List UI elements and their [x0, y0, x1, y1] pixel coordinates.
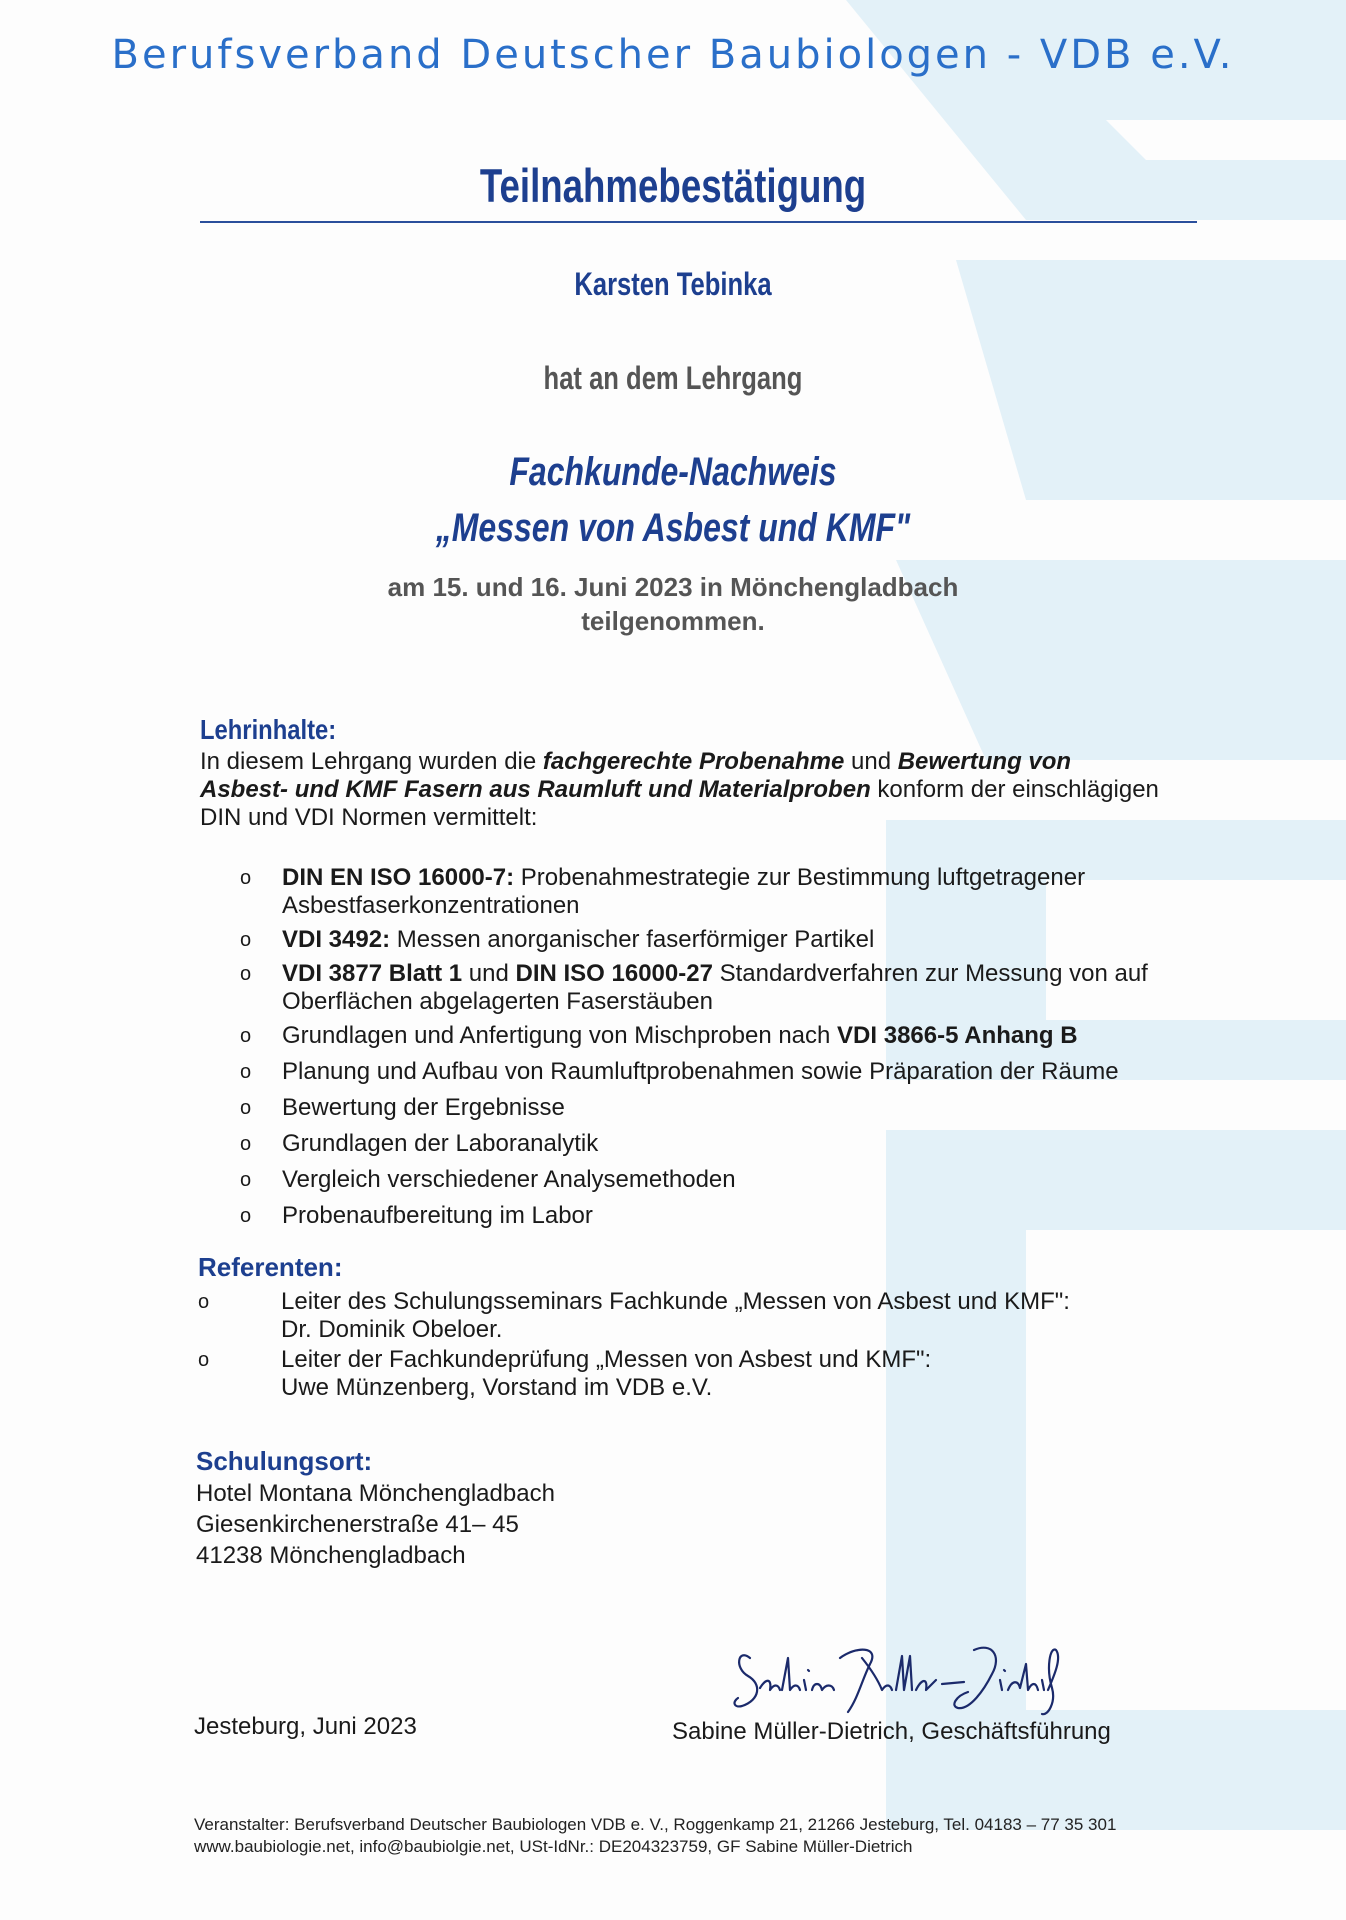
topic-item [240, 864, 1200, 920]
referent-item [198, 1346, 1198, 1402]
topic-text: Probenahmestrategie zur Bestimmung luftgetragener Asbestfaserkonzentrationen [282, 864, 1086, 919]
bullet-icon: o [240, 1133, 252, 1155]
topic-text: und [462, 960, 516, 987]
para-emphasis: fachgerechte Probenahme [542, 748, 845, 775]
topic-text: Standardverfahren zur Messung von auf Oberflächen abgelagerten Faserstäuben [282, 960, 1148, 1015]
bullet-icon: o [240, 1025, 252, 1047]
schulungsort-heading: Schulungsort: [196, 1446, 373, 1476]
handwritten-signature [730, 1628, 1070, 1718]
topic-bold: VDI 3866-5 Anhang B [837, 1022, 1078, 1049]
lehrinhalte-paragraph [200, 748, 1160, 832]
bullet-icon: o [240, 929, 252, 951]
issue-place-date: Jesteburg, Juni 2023 [194, 1713, 417, 1740]
para-text: In diesem Lehrgang wurden die [200, 748, 543, 775]
title-underline [200, 221, 1197, 223]
footer [194, 1814, 1116, 1858]
topic-bold: VDI 3492: [282, 926, 391, 953]
topic-text: Messen anorganischer faserförmiger Partikel [390, 926, 875, 953]
topic-item [240, 1022, 1200, 1050]
bullet-icon: o [240, 1061, 252, 1083]
topic-item [240, 926, 1200, 954]
para-text: und [844, 748, 898, 775]
bullet-icon: o [198, 1349, 210, 1371]
organization-header: Berufsverband Deutscher Baubiologen - VDB e.V. [111, 32, 1235, 78]
referenten-heading: Referenten: [198, 1252, 343, 1282]
topic-item [240, 1130, 1200, 1158]
topic-text: Planung und Aufbau von Raumluftprobenahmen sowie Präparation der Räume [282, 1058, 1119, 1085]
topic-item [240, 960, 1200, 1016]
bullet-icon: o [240, 963, 252, 985]
topic-bold: VDI 3877 Blatt 1 [282, 960, 463, 987]
certificate-title: Teilnahmebestätigung [479, 159, 867, 212]
topic-item [240, 1094, 1200, 1122]
referent-name: Uwe Münzenberg, Vorstand im VDB e.V. [281, 1374, 713, 1401]
referent-role: Leiter der Fachkundeprüfung „Messen von Asbest und KMF": [281, 1346, 932, 1373]
course-title-line2: „Messen von Asbest und KMF" [435, 506, 911, 550]
bullet-icon: o [198, 1291, 210, 1313]
topic-item [240, 1202, 1200, 1230]
referent-name: Dr. Dominik Obeloer. [281, 1316, 503, 1343]
intro-text: hat an dem Lehrgang [543, 360, 803, 396]
bullet-icon: o [240, 1205, 252, 1227]
topic-item [240, 1166, 1200, 1194]
topic-text: Grundlagen und Anfertigung von Mischproben nach [282, 1022, 838, 1049]
course-title [135, 444, 1212, 556]
venue-street: Giesenkirchenerstraße 41– 45 [196, 1511, 519, 1538]
course-title-line1: Fachkunde-Nachweis [509, 450, 837, 494]
footer-line: www.baubiologie.net, info@baubiolgie.net, USt-IdNr.: DE204323759, GF Sabine Müller-Dietrich [194, 1837, 913, 1856]
referent-role: Leiter des Schulungsseminars Fachkunde „Messen von Asbest und KMF": [281, 1288, 1070, 1315]
topic-bold: DIN ISO 16000-27 [515, 960, 713, 987]
para-text: konform der einschlägigen DIN und VDI Normen vermittelt: [200, 776, 1159, 831]
lehrinhalte-heading: Lehrinhalte: [200, 714, 337, 745]
bullet-icon: o [240, 1169, 252, 1191]
participant-name: Karsten Tebinka [574, 266, 772, 302]
signer-name: Sabine Müller-Dietrich, Geschäftsführung [672, 1718, 1111, 1745]
bullet-icon: o [240, 867, 252, 889]
topic-text: Probenaufbereitung im Labor [282, 1202, 593, 1229]
referenten-list [198, 1288, 1198, 1402]
referent-item [198, 1288, 1198, 1344]
date-place [0, 570, 1346, 638]
para-emphasis: Bewertung von Asbest- und KMF Fasern aus Raumluft und Materialproben [200, 748, 1072, 803]
topic-text: Grundlagen der Laboranalytik [282, 1130, 599, 1157]
venue-address [196, 1478, 555, 1571]
venue-name: Hotel Montana Mönchengladbach [196, 1480, 555, 1507]
date-place-line2: teilgenommen. [581, 606, 765, 636]
footer-line: Veranstalter: Berufsverband Deutscher Baubiologen VDB e. V., Roggenkamp 21, 21266 Jesteburg, Tel. 04183 – 77 35 301 [194, 1815, 1117, 1834]
topic-bold: DIN EN ISO 16000-7: [282, 864, 515, 891]
topics-list [240, 864, 1200, 1230]
topic-item [240, 1058, 1200, 1086]
topic-text: Vergleich verschiedener Analysemethoden [282, 1166, 736, 1193]
topic-text: Bewertung der Ergebnisse [282, 1094, 565, 1121]
venue-city: 41238 Mönchengladbach [196, 1542, 466, 1569]
date-place-line1: am 15. und 16. Juni 2023 in Mönchengladbach [387, 572, 959, 602]
bullet-icon: o [240, 1097, 252, 1119]
